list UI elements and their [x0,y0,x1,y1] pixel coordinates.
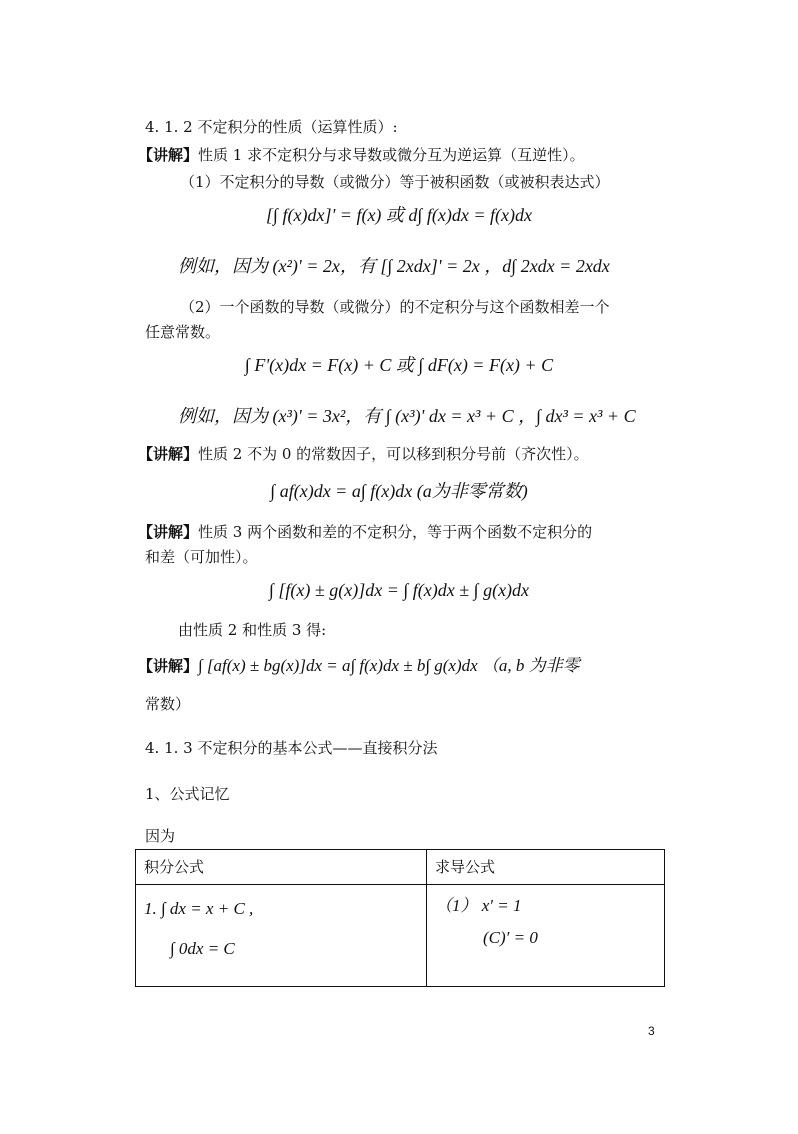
combined-tail: 常数） [145,695,191,713]
property-2-text: 性质 2 不为 0 的常数因子，可以移到积分号前（齐次性）。 [198,445,589,463]
table-row [136,885,665,987]
formula-table [135,849,665,987]
explanation-tag: 【讲解】 [138,146,199,164]
formula-memory-heading: 1、公式记忆 [145,785,230,803]
derivative-formula-1: （1） x′ = 1 [435,896,522,915]
explanation-tag: 【讲解】 [138,523,199,541]
integral-formula-2: ∫ 0dx = C [170,939,235,958]
explanation-property-3 [138,522,592,542]
example-2 [178,406,636,427]
derivative-formula-2: (C)′ = 0 [483,928,538,947]
because-label: 因为 [145,827,176,845]
formula-integral-of-derivative: ∫ F'(x)dx = F(x) + C 或 ∫ dF(x) = F(x) + C [244,355,554,375]
page-number: 3 [648,1024,655,1038]
property-1-item-2-cont: 任意常数。 [145,323,221,341]
explanation-tag: 【讲解】 [138,445,199,463]
section-heading-4-1-3: 4. 1. 3 不定积分的基本公式——直接积分法 [145,739,438,757]
example-1-text: 例如，因为 (x²)' = 2x，有 [∫ 2xdx]' = 2x ，d∫ 2xdx = 2xdx [178,256,610,276]
explanation-combined [138,656,580,676]
formula-homogeneity: ∫ af(x)dx = a∫ f(x)dx (a为非零常数) [270,481,528,501]
example-1 [178,256,610,277]
integral-formula-cell [136,885,427,987]
explanation-property-2 [138,444,589,464]
combined-formula: ∫ [af(x) ± bg(x)]dx = a∫ f(x)dx ± b∫ g(x)dx （a, b 为非零 [198,656,580,675]
integral-formula-1: 1. ∫ dx = x + C , [144,899,254,918]
explanation-tag: 【讲解】 [138,657,199,675]
property-3-text: 性质 3 两个函数和差的不定积分，等于两个函数不定积分的 [198,523,593,541]
explanation-property-1 [138,145,585,165]
property-1-text: 性质 1 求不定积分与求导数或微分互为逆运算（互逆性）。 [198,146,585,164]
derivative-formula-cell [427,885,665,987]
header-integral-formula: 积分公式 [136,850,427,885]
combined-intro: 由性质 2 和性质 3 得: [178,621,327,639]
example-2-text: 例如，因为 (x³)' = 3x²，有 ∫ (x³)' dx = x³ + C ，∫ dx³ = x³ + C [178,406,636,426]
formula-derivative-of-integral: [∫ f(x)dx]' = f(x) 或 d∫ f(x)dx = f(x)dx [266,205,532,225]
property-1-item-1: （1）不定积分的导数（或微分）等于被积函数（或被积表达式） [180,173,610,191]
table-header-row [136,850,665,885]
section-heading-4-1-2: 4. 1. 2 不定积分的性质（运算性质）: [145,118,398,136]
property-3-cont: 和差（可加性）。 [145,548,258,566]
property-1-item-2: （2）一个函数的导数（或微分）的不定积分与这个函数相差一个 [180,298,610,316]
formula-additivity: ∫ [f(x) ± g(x)]dx = ∫ f(x)dx ± ∫ g(x)dx [268,580,530,600]
header-derivative-formula: 求导公式 [427,850,665,885]
